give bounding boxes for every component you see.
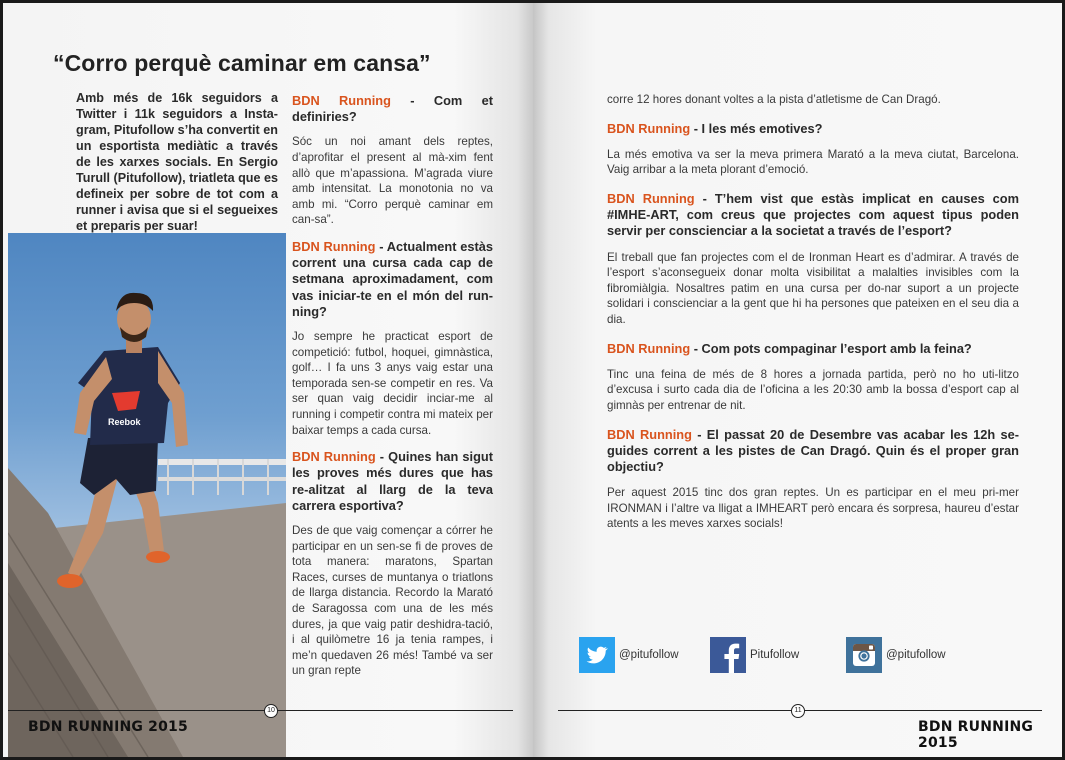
question-3	[292, 449, 493, 514]
answer-4: La més emotiva va ser la meva primera Marató a la meva ciutat, Barcelona. Vaig arribar a la meta plorant d’emoció.	[607, 147, 1019, 177]
question-tag: BDN Running	[607, 120, 691, 136]
runner-photo	[8, 233, 286, 757]
answer-5: El treball que fan projectes com el de Ironman Heart es d’admirar. A través de l’esport s’aconsegueix donar molta visibilitat a malalties invisibles com la fibromiàlgia. Nosaltres patim en una cursa per do-nar suport a un projecte solidari i conscienciar a la gent que hi ha persones que pateixen en el seu dia a dia.	[607, 250, 1019, 326]
answer-7: Per aquest 2015 tinc dos gran reptes. Un es participar en el meu pri-mer IRONMAN i l’altre va lligat a IMHEART però encara és sorpresa, haureu d’estar atents a les meves xarxes socials!	[607, 486, 1019, 531]
answer-2: Jo sempre he practicat esport de competició: futbol, hoquei, gimnàstica, golf… I fa uns 3 anys vaig estar una temporada sen-se competir en res. Va ser quan vaig decidir inciar-me al running i competir contra mi mateix per baixar temps a cada cursa.	[292, 329, 493, 437]
left-interview-column	[292, 93, 493, 690]
twitter-icon	[579, 637, 615, 673]
question-text: - T’hem vist que estàs implicat en causes com #IMHE-ART, com creus que projectes com aquest tipus poden servir per conscienciar a la societat a través de l’esport?	[607, 190, 1019, 239]
question-tag: BDN Running	[292, 93, 391, 108]
right-interview-column	[607, 92, 1019, 545]
answer-3: Des de que vaig començar a córrer he participar en un sen-se fi de proves de tota manera: maratons, Spartan Races, curses de muntanya o triatlons de llarga distancia. Recordo la Marató de Saragossa com una de les més dures, ja que vaig patir deshidra-tació, i al quilòmetre 16 ja tenia rampes, i me’n quedaven 26 més! També va ser un gran repte	[292, 523, 493, 678]
question-tag: BDN Running	[607, 340, 691, 356]
runner-illustration	[8, 233, 286, 757]
question-4	[607, 121, 1019, 137]
instagram-handle: @pitufollow	[886, 649, 946, 661]
right-page-number: 11	[791, 704, 805, 718]
instagram-link[interactable]	[846, 635, 946, 675]
facebook-handle: Pitufollow	[750, 649, 800, 661]
left-page-number: 10	[264, 704, 278, 718]
question-text: - Quines han sigut les proves més dures que has re-alitzat al llarg de la teva carrera esportiva?	[292, 449, 493, 513]
question-text: - I les més emotives?	[690, 120, 823, 136]
question-text: - Actualment estàs corrent una cursa cada cap de setmana aproximadament, com vas iniciar-te en el món del run-ning?	[292, 238, 493, 319]
question-6	[607, 341, 1019, 357]
left-page	[3, 3, 533, 757]
twitter-link[interactable]	[579, 635, 679, 675]
article-title: “Corro perquè caminar em cansa”	[53, 50, 431, 76]
facebook-icon	[710, 637, 746, 673]
question-text: - Com pots compaginar l’esport amb la feina?	[690, 340, 972, 356]
question-2	[292, 239, 493, 320]
left-footer-title: BDN RUNNING 2015	[28, 719, 188, 735]
question-7	[607, 427, 1019, 476]
answer-continued: corre 12 hores donant voltes a la pista d’atletisme de Can Dragó.	[607, 93, 941, 106]
question-tag: BDN Running	[292, 449, 376, 465]
intro-paragraph: Amb més de 16k seguidors a Twitter i 11k seguidors a Insta-gram, Pitufollow s’ha convertit en un esportista mediàtic a través de les xarxes socials. En Sergio Turull (Pitufollow), triatleta que es defineix per sobre de tot com a runner i avisa que si el segueixes et preparis per suar!	[76, 91, 278, 233]
facebook-link[interactable]	[710, 635, 799, 675]
left-footer-rule	[8, 710, 513, 711]
question-tag: BDN Running	[292, 238, 376, 254]
question-text: - Com et definiries?	[292, 93, 493, 125]
answer-1: Sóc un noi amant dels reptes, d’aprofitar el present al mà-xim fent allò que m’apassiona. M’agrada viure amb intensitat. La monotonia no va amb mi. “Corro perquè caminar em can-sa”.	[292, 135, 493, 227]
twitter-handle: @pitufollow	[619, 649, 679, 661]
question-5	[607, 191, 1019, 240]
question-1	[292, 93, 493, 125]
right-footer-title: BDN RUNNING 2015	[918, 719, 1034, 751]
magazine-spread	[3, 3, 1062, 757]
instagram-icon	[846, 637, 882, 673]
question-tag: BDN Running	[607, 190, 695, 206]
answer-6: Tinc una feina de més de 8 hores a jornada partida, però no ho uti-litzo d’excusa i surto cada dia de l’oficina a les 20:30 amb la bossa d’esport cap al gimnàs per entrenar de nit.	[607, 367, 1019, 412]
question-tag: BDN Running	[607, 426, 692, 442]
shirt-brand-text: Reebok	[108, 417, 141, 427]
question-text: - El passat 20 de Desembre vas acabar les 12h se-guides corrent a les pistes de Can Dragó. Quin és el proper gran objectiu?	[607, 426, 1019, 474]
